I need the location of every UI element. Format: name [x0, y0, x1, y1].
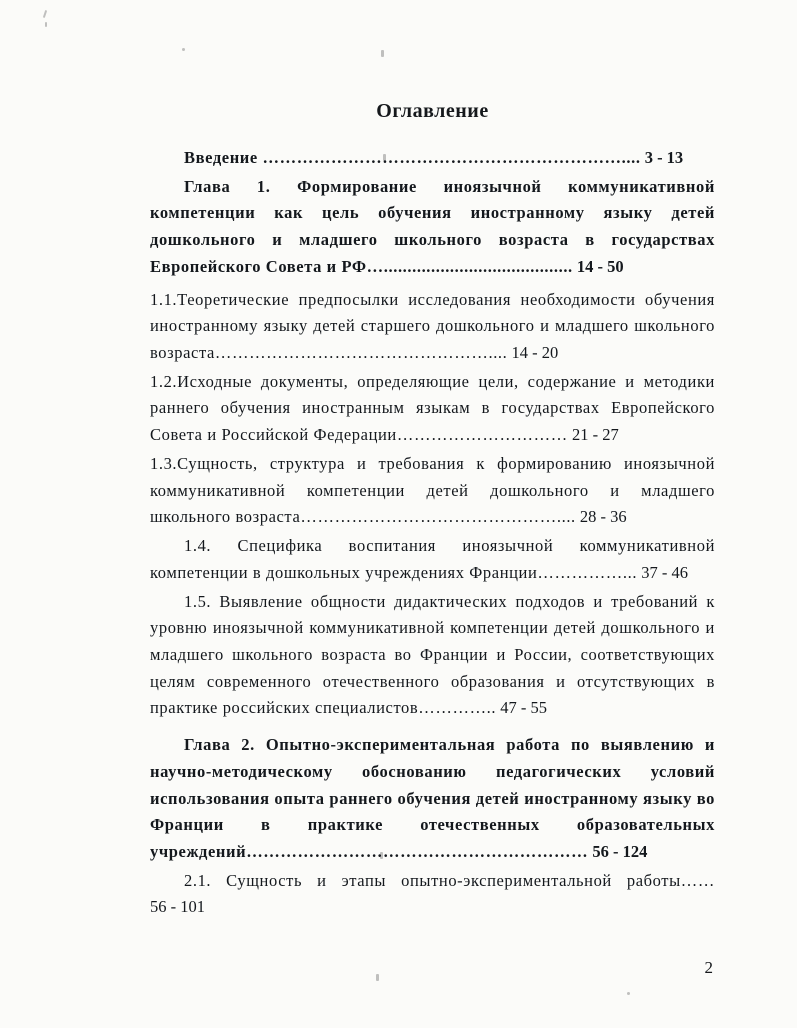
- toc-entry-glava-2: [150, 732, 715, 866]
- toc-entry-text: 2.1. Сущность и этапы опытно-экспериментальной работы……: [184, 870, 715, 890]
- scan-speck: [376, 974, 379, 981]
- toc-entry-section-1-4: [150, 533, 715, 586]
- toc-entry-text: 1.3.Сущность, структура и требования к формированию иноязычной коммуникативной компетенции детей дошкольного и младшего школьного возраста………………………………………....: [150, 453, 715, 527]
- toc-entry-pages: 56 - 124: [592, 841, 648, 861]
- toc-entry-section-1-1: [150, 287, 715, 367]
- table-of-contents: [150, 100, 715, 923]
- scan-speck: [45, 22, 47, 27]
- spacer: [150, 724, 715, 732]
- scan-speck: [627, 992, 630, 995]
- toc-entry-glava-1: [150, 174, 715, 281]
- toc-entry-pages: 14 - 20: [511, 343, 559, 363]
- page-number: 2: [704, 958, 713, 977]
- toc-entry-pages: 28 - 36: [579, 507, 627, 527]
- toc-entry-section-2-1: [150, 868, 715, 921]
- scan-speck: [43, 10, 47, 18]
- toc-entry-pages: 47 - 55: [500, 698, 548, 718]
- toc-entry-text: Глава 1. Формирование иноязычной коммуникативной компетенции как цель обучения иностранному языку детей дошкольного и младшего школьного возраста в государствах Европейского Совета и РФ…........................................: [150, 176, 715, 276]
- toc-entry-pages: 3 - 13: [644, 148, 684, 167]
- toc-entry-pages: 56 - 101: [150, 897, 205, 917]
- scan-speck: [381, 50, 384, 57]
- scan-speck: [182, 48, 185, 51]
- toc-entry-section-1-3: [150, 451, 715, 531]
- toc-entry-text: 1.4. Специфика воспитания иноязычной коммуникативной компетенции в дошкольных учреждениях Франции……………...: [150, 536, 715, 582]
- page-title: Оглавление: [376, 100, 489, 122]
- toc-entry-text: 1.5. Выявление общности дидактических подходов и требований к уровню иноязычной коммуникативной компетенции детей дошкольного и младшего школьного возраста во Франции и России, соответствующих целям современного отечественного образования и отсутствующих в практике российских специалистов…………..: [150, 591, 715, 718]
- toc-entry-text: 1.1.Теоретические предпосылки исследования необходимости обучения иностранному языку детей старшего дошкольного и младшего школьного возраста…………………………………………....: [150, 289, 715, 363]
- toc-entry-pages: 14 - 50: [576, 256, 624, 276]
- toc-entry-text: Введение ………………………………………………………....: [184, 148, 641, 167]
- toc-entry-text: Глава 2. Опытно-экспериментальная работа по выявлению и научно-методическому обоснованию педагогических условий использования опыта раннего обучения детей иностранному языку во Франции в практике отечественных образовательных учреждений……………………………………………………: [150, 735, 715, 861]
- toc-entry-vvedenie: [150, 145, 715, 172]
- toc-entry-section-1-2: [150, 369, 715, 449]
- toc-entry-text: 1.2.Исходные документы, определяющие цели, содержание и методики раннего обучения иностранным языкам в государствах Европейского Совета и Российской Федерации…………………………: [150, 371, 715, 445]
- toc-entry-pages: 21 - 27: [571, 425, 619, 445]
- toc-entry-pages: 37 - 46: [641, 562, 688, 582]
- toc-entry-section-1-5: [150, 589, 715, 723]
